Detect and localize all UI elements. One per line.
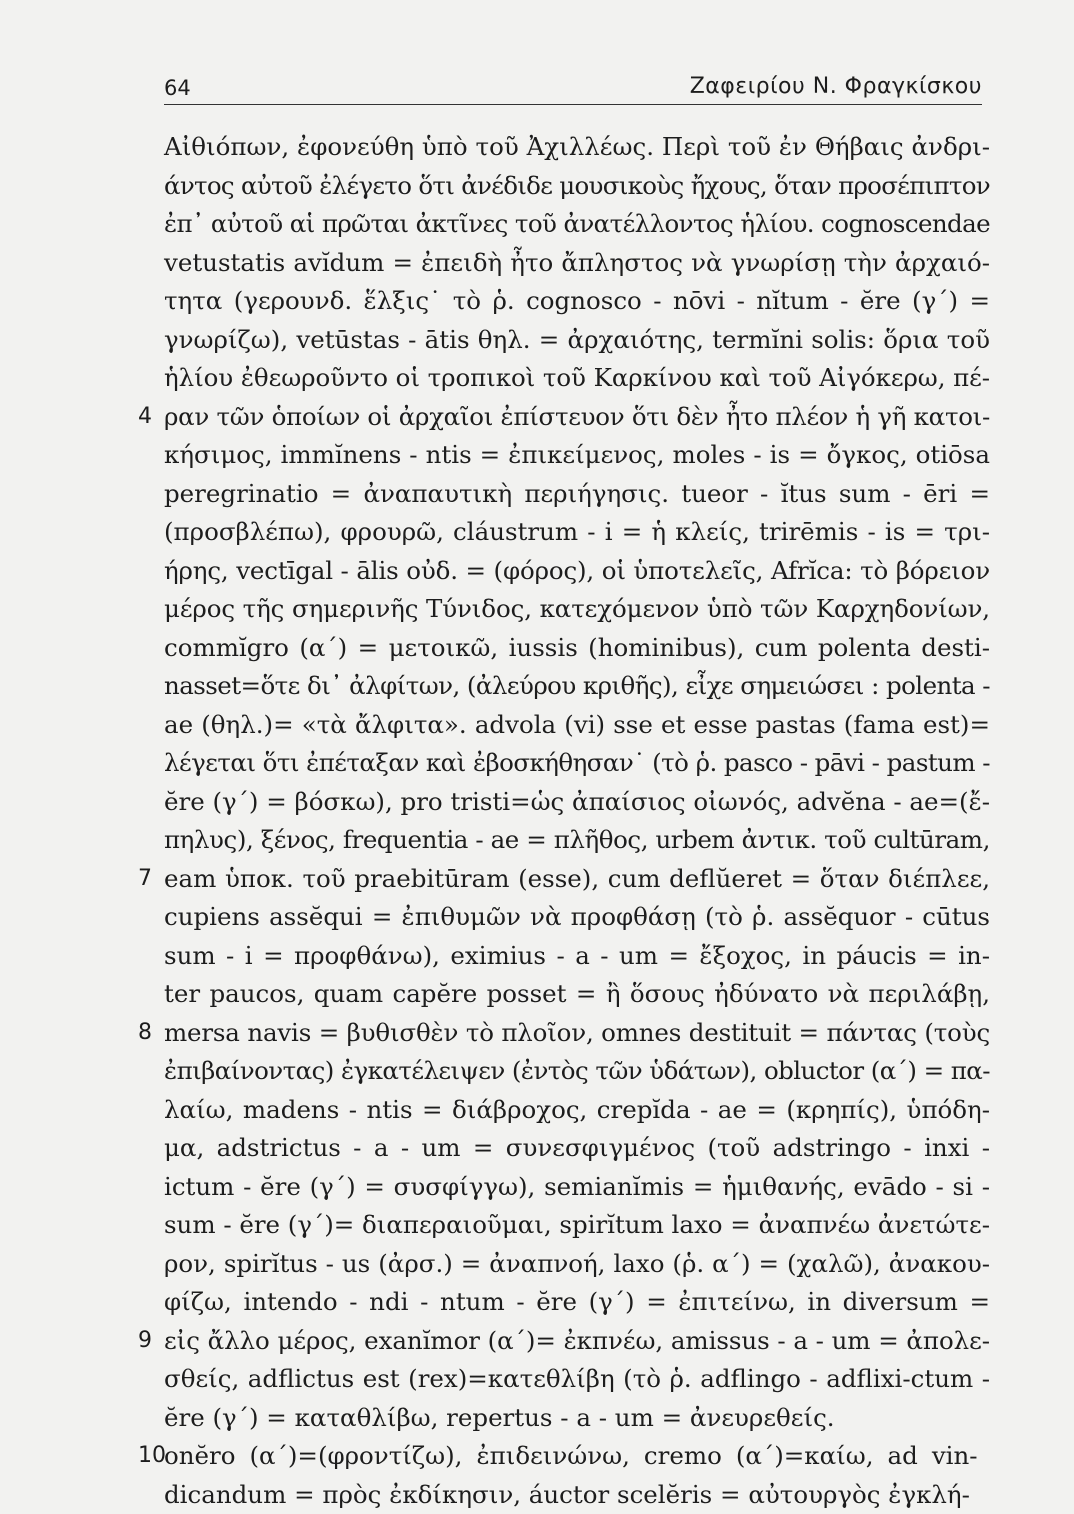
text-line: [164, 1437, 990, 1476]
line-text: εἰς ἄλλο μέρος, exanĭmor (α΄)= ἐκπνέω, amissus - a - um = ἀπολε-: [164, 1322, 990, 1361]
line-text: ήρης, vectīgal - ālis οὐδ. = (φόρος), οἱ ὑποτελεῖς, Afrĭca: τὸ βόρειον: [164, 552, 990, 591]
text-line: [164, 552, 990, 591]
text-line: [164, 244, 990, 283]
line-text: sum - i = προφθάνω), eximius - a - um = ἔξοχος, in páucis = in-: [164, 937, 990, 976]
line-text: onĕro (α΄)=(φροντίζω), ἐπιδεινώνω, cremo (α΄)=καίω, ad vin-: [164, 1437, 978, 1476]
line-text: vetustatis avĭdum = ἐπειδὴ ἦτο ἄπληστος νὰ γνωρίσῃ τὴν ἀρχαιό-: [164, 244, 990, 283]
margin-line-number: 7: [138, 860, 152, 899]
margin-line-number: 9: [138, 1322, 152, 1361]
margin-line-number: 8: [138, 1014, 152, 1053]
text-line: [164, 1476, 990, 1514]
line-text: άντος αὐτοῦ ἐλέγετο ὅτι ἀνέδιδε μουσικοὺς ἤχους, ὅταν προσέπιπτον: [164, 167, 990, 206]
text-line: [164, 1206, 990, 1245]
text-line: [164, 975, 990, 1014]
text-line: [164, 744, 990, 783]
line-text: ĕre (γ΄) = βόσκω), pro tristi=ὡς ἀπαίσιος οἰωνός, advĕna - ae=(ἔ-: [164, 783, 990, 822]
text-line: [164, 1052, 990, 1091]
line-text: μέρος τῆς σημερινῆς Τύνιδος, κατεχόμενον ὑπὸ τῶν Καρχηδονίων,: [164, 590, 990, 629]
text-line: [164, 1283, 990, 1322]
body-text: [164, 128, 990, 1514]
text-line: [164, 1014, 990, 1053]
line-text: ae (θηλ.)= «τὰ ἄλφιτα». advola (vi) sse et esse pastas (fama est)=: [164, 706, 990, 745]
line-text: ἡλίου ἐθεωροῦντο οἱ τροπικοὶ τοῦ Καρκίνου καὶ τοῦ Αἰγόκερω, πέ-: [164, 359, 990, 398]
text-line: [164, 205, 990, 244]
line-text: ĕre (γ΄) = καταθλίβω, repertus - a - um = ἀνευρεθείς.: [164, 1399, 835, 1438]
line-text: eam ὑποκ. τοῦ praebitūram (esse), cum deflŭeret = ὅταν διέπλεε,: [164, 860, 990, 899]
line-text: ἐπιβαίνοντας) ἐγκατέλειψεν (ἐντὸς τῶν ὑδάτων), obluctor (α΄) = πα-: [164, 1052, 990, 1091]
text-line: [164, 1091, 990, 1130]
margin-line-number: 10: [138, 1437, 166, 1476]
text-line: [164, 1245, 990, 1284]
text-line: [164, 359, 990, 398]
line-text: sum - ĕre (γ΄)= διαπεραιοῦμαι, spirĭtum laxo = ἀναπνέω ἀνετώτε-: [164, 1206, 990, 1245]
text-line: [164, 590, 990, 629]
text-line: [164, 398, 990, 437]
text-line: [164, 321, 990, 360]
text-line: [164, 937, 990, 976]
text-line: [164, 898, 990, 937]
text-line: [164, 821, 990, 860]
text-line: [164, 436, 990, 475]
text-line: [164, 667, 990, 706]
line-text: ictum - ĕre (γ΄) = συσφίγγω), semianĭmis = ἡμιθανής, evādo - si -: [164, 1168, 990, 1207]
line-text: λέγεται ὅτι ἐπέταξαν καὶ ἐβοσκήθησαν˙ (τὸ ῥ. pasco - pāvi - pastum -: [164, 744, 990, 783]
line-text: nasset=ὅτε δι᾽ ἀλφίτων, (ἀλεύρου κριθῆς), εἶχε σημειώσει : polenta -: [164, 667, 990, 706]
text-line: [164, 629, 990, 668]
line-text: ραν τῶν ὁποίων οἱ ἀρχαῖοι ἐπίστευον ὅτι δὲν ἦτο πλέον ἡ γῆ κατοι-: [164, 398, 990, 437]
text-line: [164, 1360, 990, 1399]
text-line: [164, 1129, 990, 1168]
text-line: [164, 167, 990, 206]
margin-line-number: 4: [138, 398, 152, 437]
text-line: [164, 783, 990, 822]
text-line: [164, 282, 990, 321]
page-number: 64: [164, 76, 191, 100]
line-text: ter paucos, quam capĕre posset = ἢ ὅσους ἠδύνατο νὰ περιλάβῃ,: [164, 975, 990, 1014]
page-header: [164, 70, 982, 105]
line-text: λαίω, madens - ntis = διάβροχος, crepĭda - ae = (κρηπίς), ὑπόδη-: [164, 1091, 990, 1130]
line-text: τητα (γερουνδ. ἕλξις˙ τὸ ῥ. cognosco - nōvi - nĭtum - ĕre (γ΄) =: [164, 282, 990, 321]
text-line: [164, 706, 990, 745]
text-line: [164, 513, 990, 552]
text-line: [164, 1168, 990, 1207]
line-text: (προσβλέπω), φρουρῶ, cláustrum - i = ἡ κλείς, trirēmis - is = τρι-: [164, 513, 990, 552]
running-head: Ζαφειρίου Ν. Φραγκίσκου: [690, 74, 982, 99]
line-text: commĭgro (α΄) = μετοικῶ, iussis (hominibus), cum polenta desti-: [164, 629, 990, 668]
line-text: mersa navis = βυθισθὲν τὸ πλοῖον, omnes destituit = πάντας (τοὺς: [164, 1014, 990, 1053]
line-text: ρον, spirĭtus - us (ἀρσ.) = ἀναπνοή, laxo (ῥ. α΄) = (χαλῶ), ἀνακου-: [164, 1245, 990, 1284]
line-text: γνωρίζω), vetūstas - ātis θηλ. = ἀρχαιότης, termĭni solis: ὅρια τοῦ: [164, 321, 990, 360]
line-text: μα, adstrictus - a - um = συνεσφιγμένος (τοῦ adstringo - inxi -: [164, 1129, 990, 1168]
line-text: peregrinatio = ἀναπαυτικὴ περιήγησις. tueor - ĭtus sum - ēri =: [164, 475, 990, 514]
line-text: κήσιμος, immĭnens - ntis = ἐπικείμενος, moles - is = ὄγκος, otiōsa: [164, 436, 990, 475]
line-text: σθείς, adflictus est (rex)=κατεθλίβη (τὸ ῥ. adflingo - adflixi-ctum -: [164, 1360, 990, 1399]
text-line: [164, 1399, 990, 1438]
text-line: [164, 1322, 990, 1361]
line-text: cupiens assĕqui = ἐπιθυμῶν νὰ προφθάσῃ (τὸ ῥ. assĕquor - cūtus: [164, 898, 990, 937]
text-line: [164, 860, 990, 899]
line-text: ἐπ᾽ αὐτοῦ αἱ πρῶται ἀκτῖνες τοῦ ἀνατέλλοντος ἡλίου. cognoscendae: [164, 205, 990, 244]
line-text: πηλυς), ξένος, frequentia - ae = πλῆθος, urbem ἀντικ. τοῦ cultūram,: [164, 821, 990, 860]
line-text: φίζω, intendo - ndi - ntum - ĕre (γ΄) = ἐπιτείνω, in diversum =: [164, 1283, 990, 1322]
line-text: Αἰθιόπων, ἐφονεύθη ὑπὸ τοῦ Ἀχιλλέως. Περὶ τοῦ ἐν Θήβαις ἀνδρι-: [164, 128, 990, 167]
text-line: [164, 475, 990, 514]
text-line: [164, 128, 990, 167]
line-text: dicandum = πρὸς ἐκδίκησιν, áuctor scelĕris = αὐτουργὸς ἐγκλή-: [164, 1476, 970, 1514]
